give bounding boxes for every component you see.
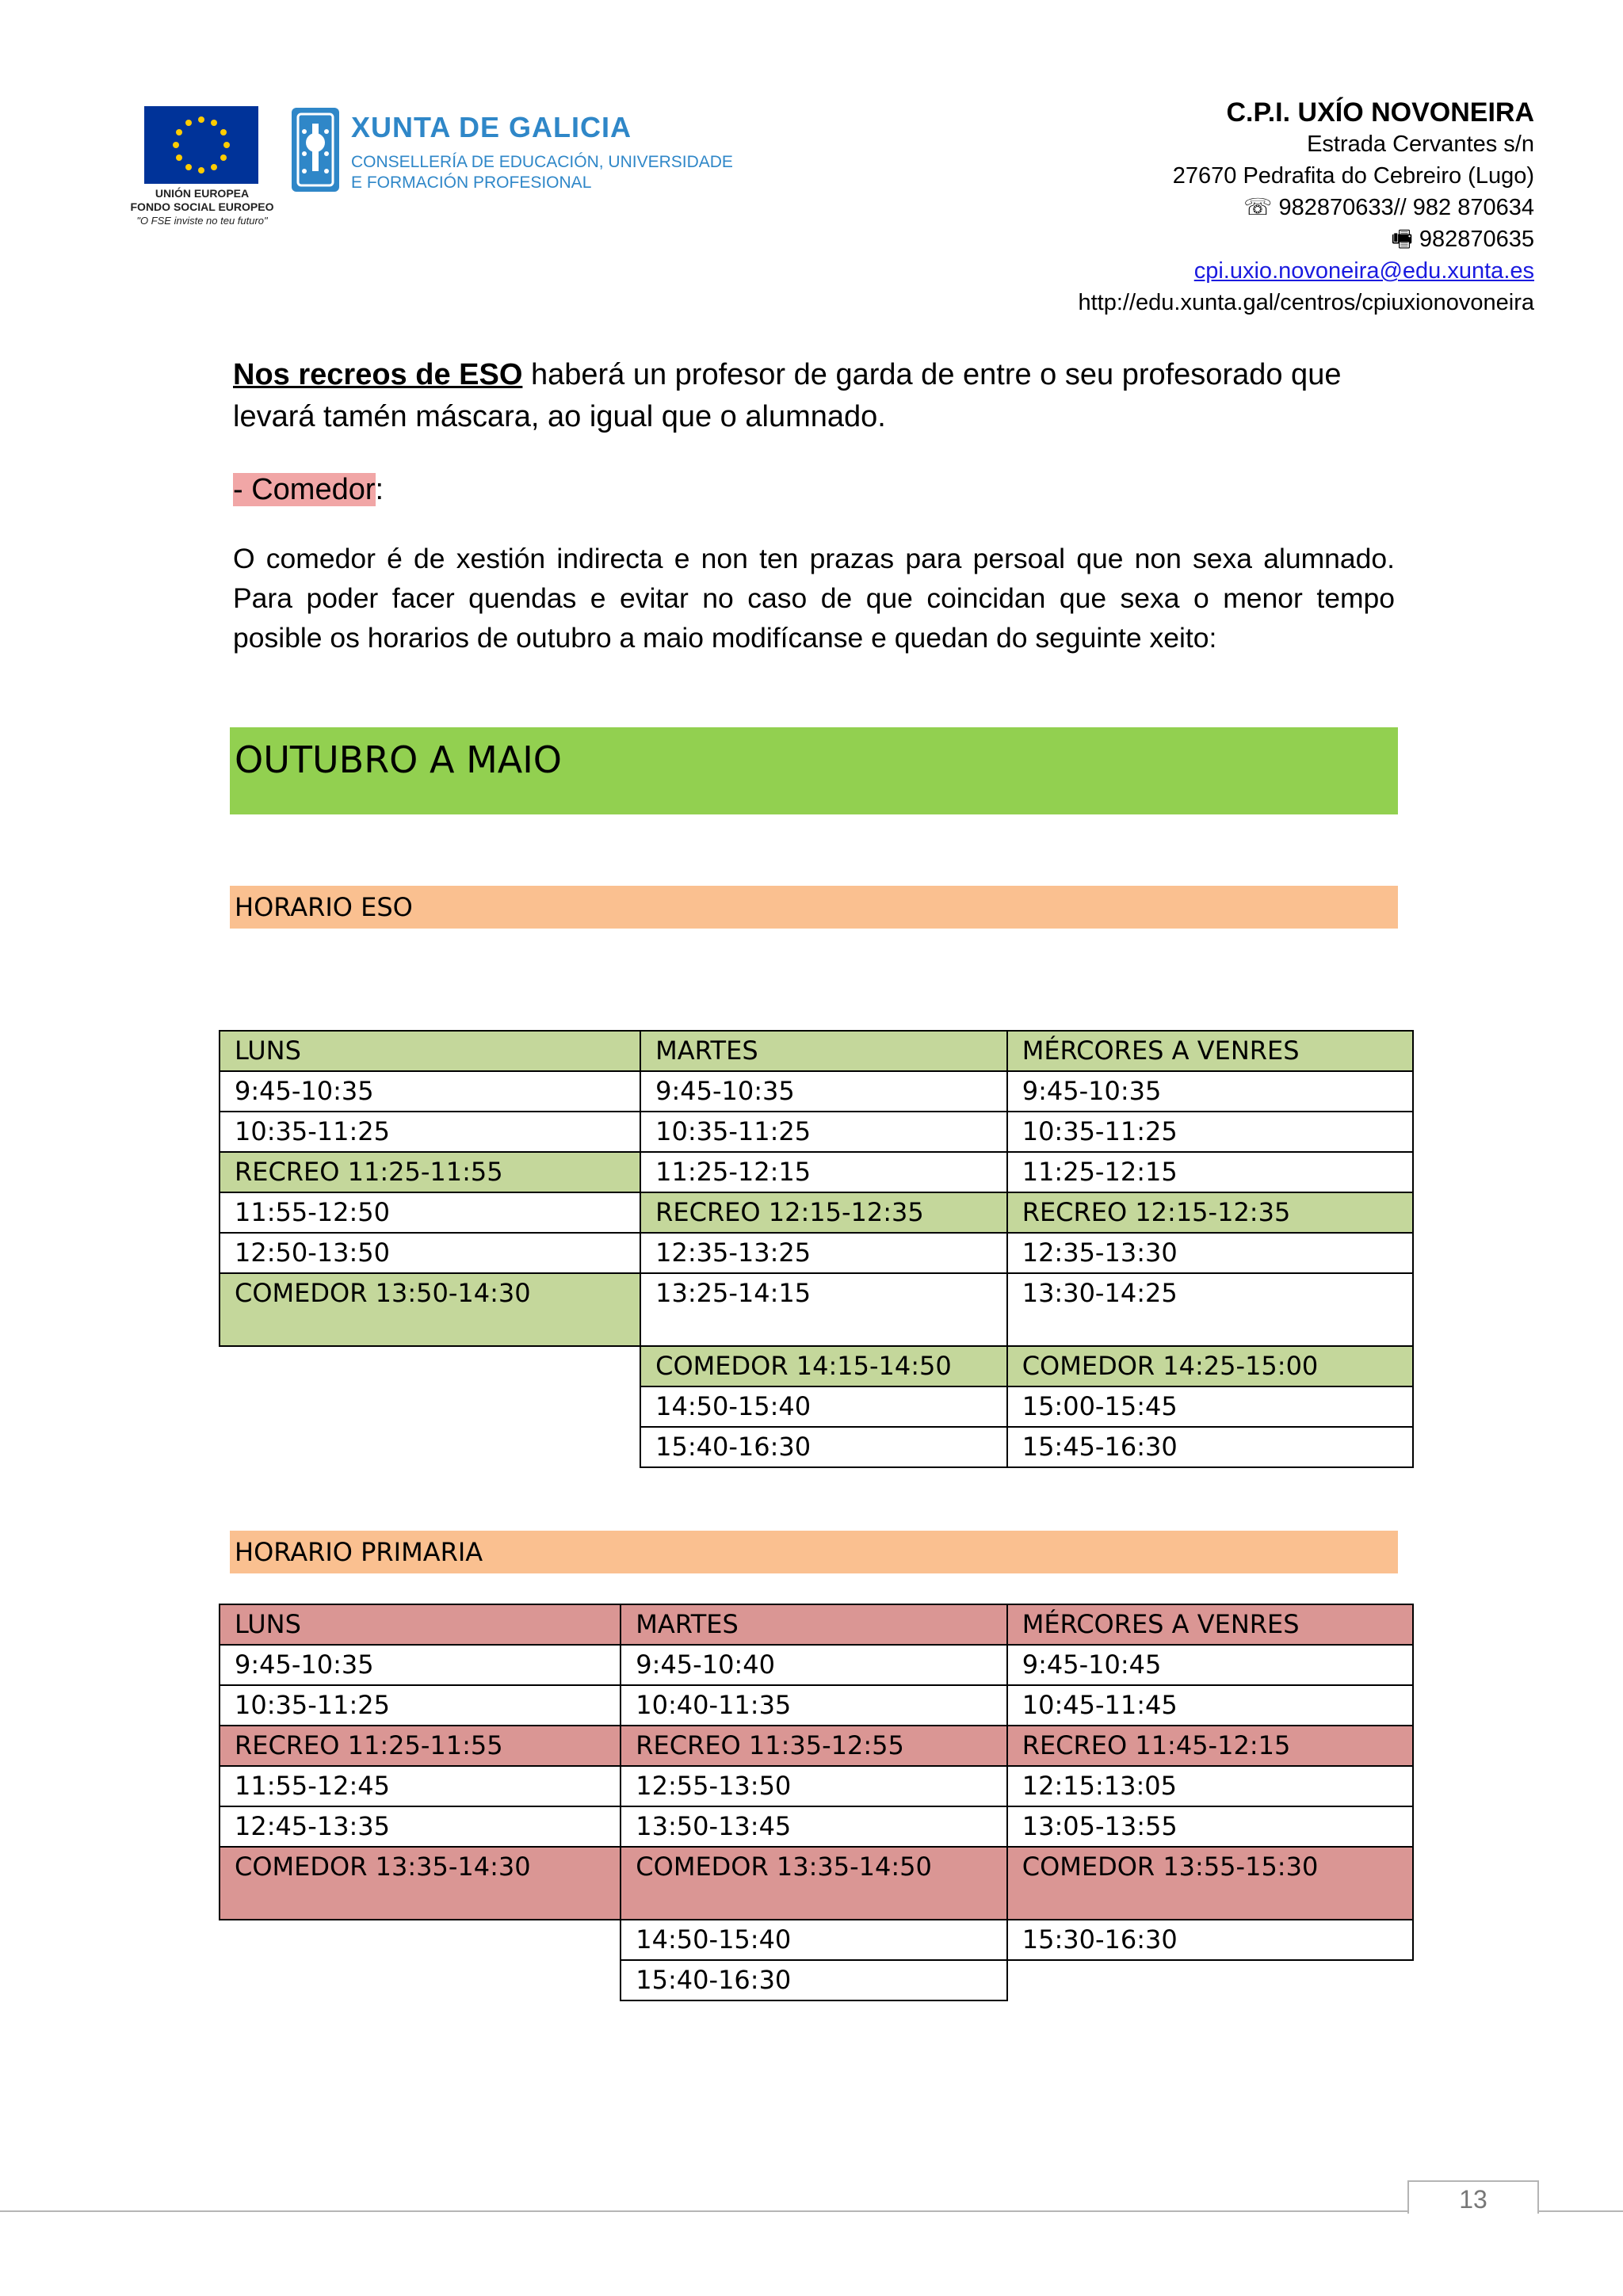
table-cell: 9:45-10:40	[621, 1645, 1006, 1685]
empty-cell	[220, 1427, 640, 1467]
recreo-cell: RECREO 12:15-12:35	[640, 1192, 1007, 1233]
recreo-cell: RECREO 11:25-11:55	[220, 1152, 640, 1192]
table-cell: 10:35-11:25	[220, 1685, 621, 1726]
column-header-mercores-venres: MÉRCORES A VENRES	[1007, 1604, 1413, 1645]
table-cell: 11:55-12:45	[220, 1766, 621, 1806]
comedor-heading	[233, 469, 1395, 511]
table-cell: 12:35-13:25	[640, 1233, 1007, 1273]
table-row	[220, 1152, 1413, 1192]
table-cell: 13:25-14:15	[640, 1273, 1007, 1346]
comedor-cell: COMEDOR 14:15-14:50	[640, 1346, 1007, 1386]
table-cell: 9:45-10:45	[1007, 1645, 1413, 1685]
empty-cell	[1007, 1960, 1413, 2000]
recreos-text: haberá un profesor de garda de entre o seu profesorado que levará tamén máscara, ao igual que o alumnado.	[233, 358, 1342, 433]
school-name: C.P.I. UXÍO NOVONEIRA	[1226, 97, 1534, 128]
table-cell: 10:35-11:25	[1007, 1112, 1413, 1152]
column-header-mercores-venres: MÉRCORES A VENRES	[1007, 1031, 1413, 1071]
school-header	[1078, 97, 1534, 318]
table-row	[220, 1386, 1413, 1427]
comedor-colon: :	[375, 473, 384, 506]
table-cell: 14:50-15:40	[640, 1386, 1007, 1427]
section-title: OUTUBRO A MAIO	[235, 738, 563, 781]
eso-title: HORARIO ESO	[235, 892, 413, 922]
table-cell: 9:45-10:35	[1007, 1071, 1413, 1112]
school-phone: ☏ 982870633// 982 870634	[1243, 195, 1534, 220]
table-cell: 15:45-16:30	[1007, 1427, 1413, 1467]
table-row	[220, 1685, 1413, 1726]
recreo-cell: RECREO 11:35-12:55	[621, 1726, 1006, 1766]
comedor-label: - Comedor	[233, 473, 376, 506]
eu-logo	[130, 103, 274, 227]
comedor-cell: COMEDOR 13:50-14:30	[220, 1273, 640, 1346]
table-header-row	[220, 1031, 1413, 1071]
table-row	[220, 1920, 1413, 1960]
column-header-luns: LUNS	[220, 1031, 640, 1071]
table-cell: 9:45-10:35	[220, 1645, 621, 1685]
eu-label: UNIÓN EUROPEA	[155, 187, 250, 200]
table-cell: 9:45-10:35	[220, 1071, 640, 1112]
table-cell: 15:00-15:45	[1007, 1386, 1413, 1427]
table-row	[220, 1273, 1413, 1346]
table-cell: 11:55-12:50	[220, 1192, 640, 1233]
school-address-city: 27670 Pedrafita do Cebreiro (Lugo)	[1172, 163, 1534, 189]
recreo-cell: RECREO 11:45-12:15	[1007, 1726, 1413, 1766]
eu-flag-icon	[144, 106, 258, 184]
table-row	[220, 1427, 1413, 1467]
table-cell: 12:45-13:35	[220, 1806, 621, 1847]
comedor-cell: COMEDOR 13:55-15:30	[1007, 1847, 1413, 1920]
empty-cell	[220, 1386, 640, 1427]
table-cell: 10:35-11:25	[220, 1112, 640, 1152]
table-cell: 12:15:13:05	[1007, 1766, 1413, 1806]
table-row	[220, 1806, 1413, 1847]
school-fax: 🖷 982870635	[1391, 227, 1534, 252]
table-row	[220, 1726, 1413, 1766]
xunta-title: XUNTA DE GALICIA	[351, 111, 632, 143]
table-row	[220, 1071, 1413, 1112]
recreos-paragraph	[233, 354, 1395, 438]
section-title-bar	[230, 727, 1398, 814]
comedor-cell: COMEDOR 13:35-14:50	[621, 1847, 1006, 1920]
table-cell: 9:45-10:35	[640, 1071, 1007, 1112]
table-cell: 15:40-16:30	[640, 1427, 1007, 1467]
table-cell: 13:30-14:25	[1007, 1273, 1413, 1346]
primaria-title-bar	[230, 1531, 1398, 1573]
xunta-subtitle-line1: CONSELLERÍA DE EDUCACIÓN, UNIVERSIDADE	[351, 153, 733, 171]
recreo-cell: RECREO 12:15-12:35	[1007, 1192, 1413, 1233]
xunta-logo	[292, 108, 733, 203]
column-header-luns: LUNS	[220, 1604, 621, 1645]
empty-cell	[220, 1960, 621, 2000]
eso-schedule-table	[219, 1030, 1414, 1468]
table-row	[220, 1233, 1413, 1273]
table-row	[220, 1645, 1413, 1685]
table-cell: 11:25-12:15	[1007, 1152, 1413, 1192]
table-row	[220, 1960, 1413, 2000]
primaria-schedule-table	[219, 1604, 1414, 2001]
table-row	[220, 1192, 1413, 1233]
page-number: 13	[1407, 2180, 1539, 2214]
table-cell: 14:50-15:40	[621, 1920, 1006, 1960]
fse-motto: "O FSE inviste no teu futuro"	[136, 215, 268, 227]
table-cell: 12:50-13:50	[220, 1233, 640, 1273]
table-cell: 15:30-16:30	[1007, 1920, 1413, 1960]
school-email-link[interactable]: cpi.uxio.novoneira@edu.xunta.es	[1193, 258, 1534, 284]
table-row	[220, 1112, 1413, 1152]
column-header-martes: MARTES	[621, 1604, 1006, 1645]
school-address-street: Estrada Cervantes s/n	[1307, 132, 1534, 157]
primaria-title: HORARIO PRIMARIA	[235, 1537, 483, 1567]
column-header-martes: MARTES	[640, 1031, 1007, 1071]
comedor-cell: COMEDOR 13:35-14:30	[220, 1847, 621, 1920]
recreo-cell: RECREO 11:25-11:55	[220, 1726, 621, 1766]
table-cell: 13:05-13:55	[1007, 1806, 1413, 1847]
empty-cell	[220, 1920, 621, 1960]
table-cell: 13:50-13:45	[621, 1806, 1006, 1847]
table-cell: 12:35-13:30	[1007, 1233, 1413, 1273]
school-website: http://edu.xunta.gal/centros/cpiuxionovoneira	[1078, 290, 1534, 315]
table-row	[220, 1346, 1413, 1386]
table-cell: 15:40-16:30	[621, 1960, 1006, 2000]
table-cell: 10:40-11:35	[621, 1685, 1006, 1726]
xunta-subtitle	[351, 152, 733, 193]
footer-divider	[0, 2210, 1623, 2212]
recreos-heading: Nos recreos de ESO	[233, 358, 523, 391]
table-cell: 10:35-11:25	[640, 1112, 1007, 1152]
comedor-cell: COMEDOR 14:25-15:00	[1007, 1346, 1413, 1386]
xunta-subtitle-line2: E FORMACIÓN PROFESIONAL	[351, 174, 592, 192]
galicia-emblem-icon	[292, 108, 339, 192]
eso-title-bar	[230, 886, 1398, 929]
comedor-paragraph: O comedor é de xestión indirecta e non ten prazas para persoal que non sexa alumnado. Para poder facer quendas e evitar no caso de que coincidan que sexa o menor tempo posible os horarios de outubro a maio modifícanse e quedan do seguinte xeito:	[233, 543, 1395, 654]
table-cell: 11:25-12:15	[640, 1152, 1007, 1192]
table-row	[220, 1766, 1413, 1806]
table-row	[220, 1847, 1413, 1920]
fse-label: FONDO SOCIAL EUROPEO	[130, 200, 274, 213]
table-header-row	[220, 1604, 1413, 1645]
empty-cell	[220, 1346, 640, 1386]
table-cell: 10:45-11:45	[1007, 1685, 1413, 1726]
table-cell: 12:55-13:50	[621, 1766, 1006, 1806]
